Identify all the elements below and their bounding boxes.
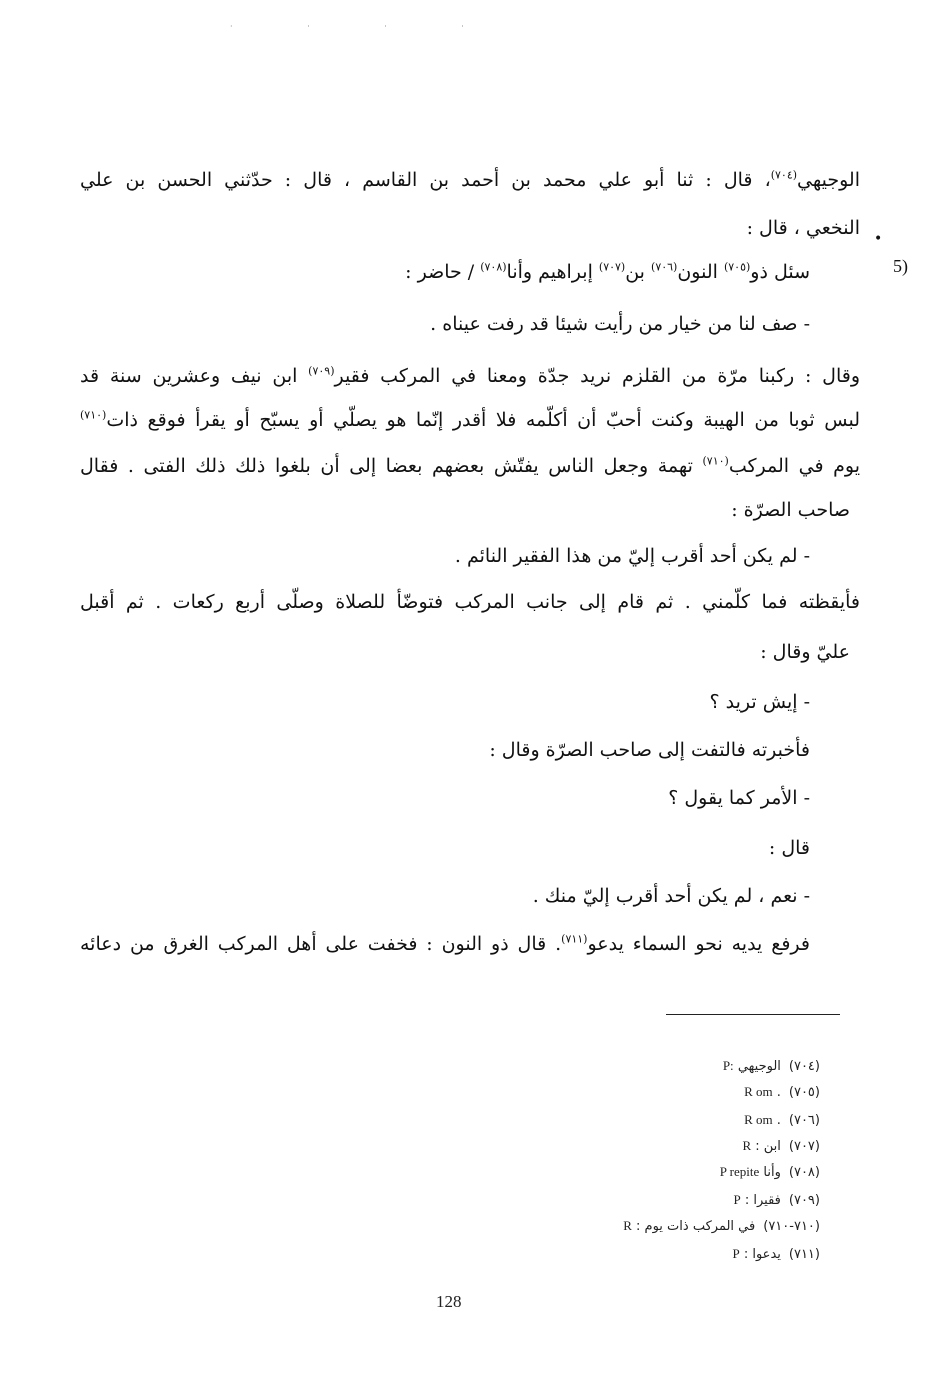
page-number: 128 [436,1292,462,1311]
footnote-704: (٧٠٤)الوجيهي P: [722,1058,820,1074]
text-line-1: الوجيهي$^{(٧٠٤)}$، قال : ثنا أبو علي محمد بن أحمد بن القاسم ، قال : حدّثني الحسن بن علي [80,168,860,191]
footnote-707: (٧٠٧)ابن : R [742,1138,820,1154]
footnote-706: (٧٠٦). R om [744,1112,820,1128]
top-specks: · · · · [230,22,500,31]
line-number: 5) [893,256,908,276]
text-line-14: - الأمر كما يقول ؟ [668,787,810,809]
text-line-12: - إيش تريد ؟ [709,691,810,713]
margin-dot: • [874,231,883,247]
text-line-2: النخعي ، قال : [746,217,860,239]
footnote-708: (٧٠٨)وأنا P repite [719,1164,820,1180]
text-line-4: - صف لنا من خيار من رأيت شيئا قد رفت عيناه . [430,313,810,335]
text-line-6: لبس ثوبا من الهيبة وكنت أحبّ أن أكلّمه فلا أقدر إنّما هو يصلّي أو يسبّح أو يقرأ فوقع ذات$^{(٧١٠)}$ [80,408,860,431]
text-line-7: يوم في المركب$^{(٧١٠)}$ تهمة وجعل الناس يفتّش بعضهم بعضا إلى أن بلغوا ذلك ذلك الفتى . فقال [80,454,860,477]
text-line-13: فأخبرته فالتفت إلى صاحب الصرّة وقال : [489,739,810,761]
text-line-17: فرفع يديه نحو السماء يدعو$^{(٧١١)}$. قال ذو النون : فخفت على أهل المركب الغرق من دعائه [80,932,810,955]
footnote-710: (٧١٠-٧١٠)في المركب ذات يوم : R [623,1218,820,1234]
text-line-16: - نعم ، لم يكن أحد أقرب إليّ منك . [532,885,810,907]
text-line-15: قال : [768,837,810,859]
footnote-705: (٧٠٥). R om [744,1084,820,1100]
text-line-10: فأيقظته فما كلّمني . ثم قام إلى جانب المركب فتوضّأ للصلاة وصلّى أربع ركعات . ثم أقبل [80,591,860,613]
text-line-3: سئل ذو$^{(٧٠٥)}$ النون$^{(٧٠٦)}$ بن$^{(٧٠٧)}$ إبراهيم وأنا$^{(٧٠٨)}$ / حاضر : [405,260,810,283]
footnote-divider [666,1014,840,1015]
text-line-11: عليّ وقال : [760,641,850,663]
text-line-9: - لم يكن أحد أقرب إليّ من هذا الفقير النائم . [454,545,810,567]
text-line-8: صاحب الصرّة : [731,499,850,521]
footnote-709: (٧٠٩)فقيرا : P [733,1192,820,1208]
text-line-5: وقال : ركبنا مرّة من القلزم نريد جدّة ومعنا في المركب فقير$^{(٧٠٩)}$ ابن نيف وعشرين سنة قد [80,364,860,387]
footnote-711: (٧١١)يدعوا : P [732,1246,820,1262]
